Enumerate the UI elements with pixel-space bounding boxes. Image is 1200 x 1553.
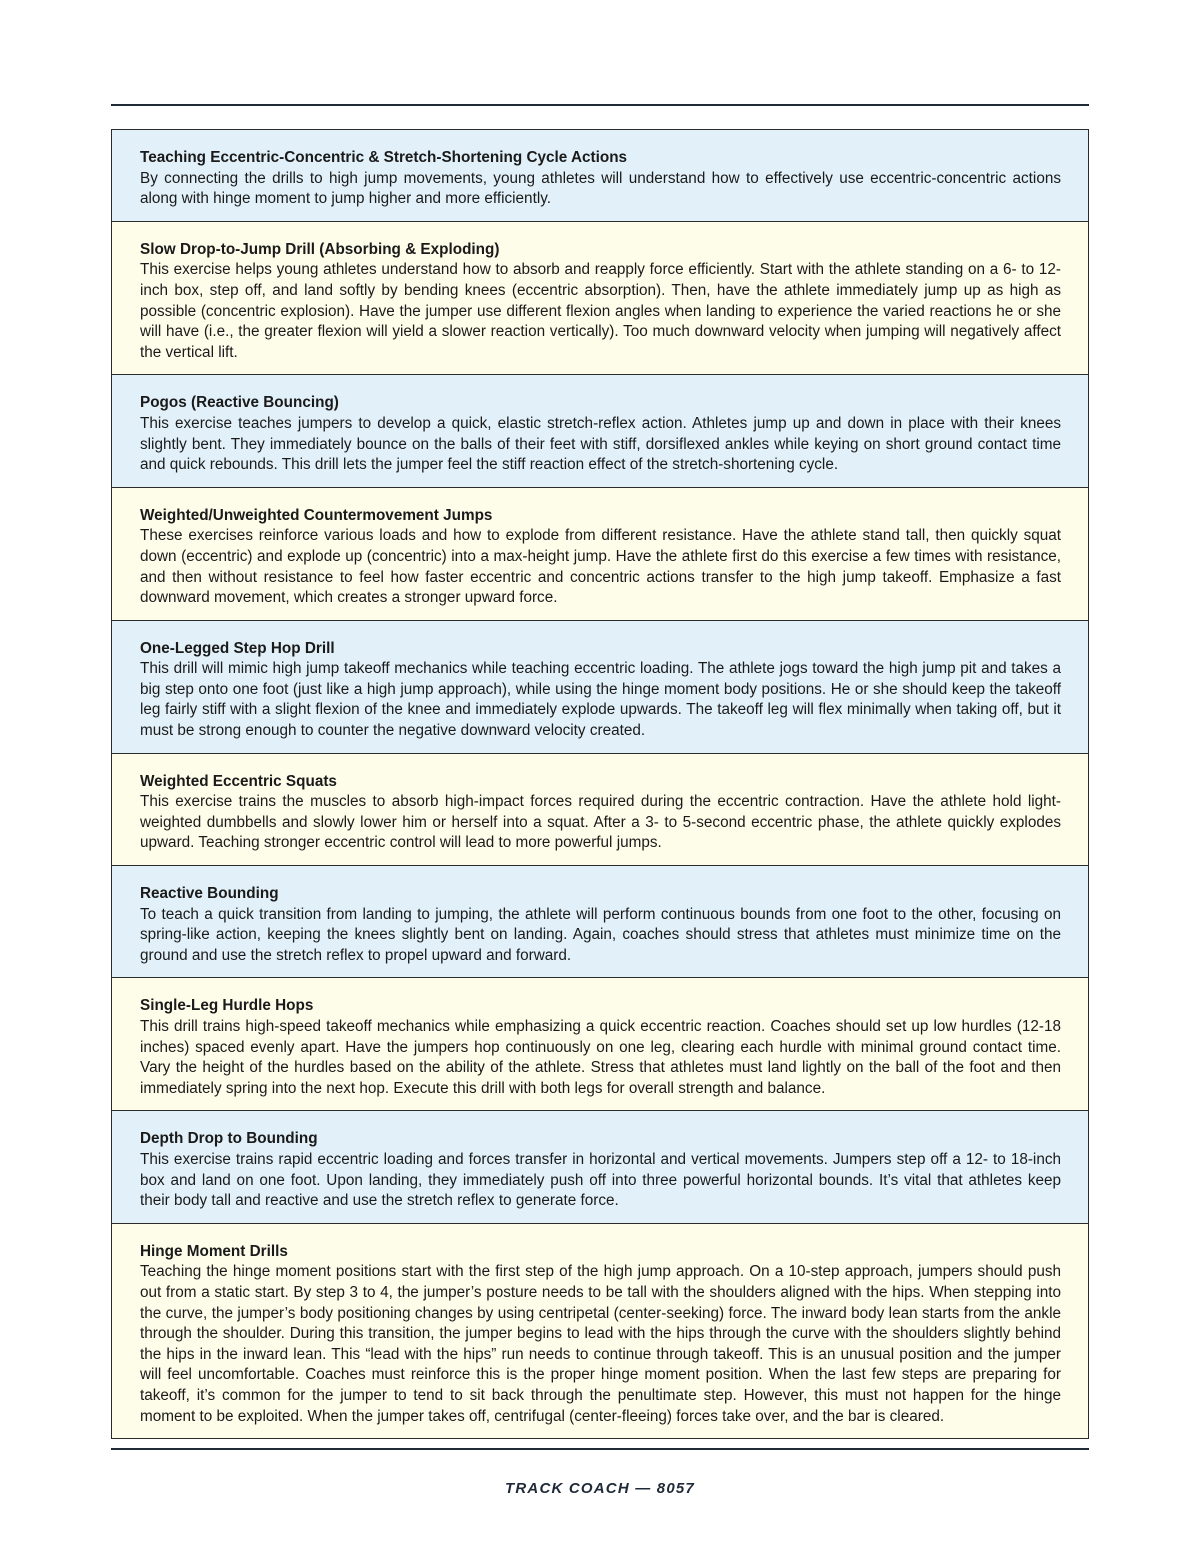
drill-row — [112, 222, 1088, 376]
drill-row — [112, 754, 1088, 866]
drill-row — [112, 1224, 1088, 1438]
drill-title: Depth Drop to Bounding — [140, 1130, 318, 1148]
drill-description: This exercise trains rapid eccentric loading and forces transfer in horizontal and vertical movements. Jumpers step off a 12- to 18-inch box and land on one foot. Upon landing, they immediately push off into three powerful horizontal bounds. It’s vital that athletes keep their body tall and reactive and use the stretch reflex to generate force. — [140, 1150, 1061, 1210]
drill-title: Slow Drop-to-Jump Drill (Absorbing & Exploding) — [140, 240, 500, 258]
drill-description: To teach a quick transition from landing to jumping, the athlete will perform continuous bounds from one foot to the other, focusing on spring-like action, keeping the knees slightly bent on landing. Again, coaches should stress that athletes must minimize time on the ground and use the stretch reflex to propel upward and forward. — [140, 905, 1061, 964]
drill-description: This exercise teaches jumpers to develop a quick, elastic stretch-reflex action. Athletes jump up and down in place with their knees slightly bent. They immediately bounce on the balls of their feet with stiff, dorsiflexed ankles while keying on short ground contact time and quick rebounds. This drill lets the jumper feel the stiff reaction effect of the stretch-shortening cycle. — [140, 414, 1061, 474]
drill-title: Pogos (Reactive Bouncing) — [140, 394, 339, 412]
drill-description: By connecting the drills to high jump movements, young athletes will understand how to effectively use eccentric-concentric actions along with hinge moment to jump higher and more efficiently. — [140, 169, 1061, 208]
top-rule — [111, 104, 1089, 106]
drill-row — [112, 866, 1088, 978]
drill-title: Hinge Moment Drills — [140, 1242, 288, 1260]
drill-row — [112, 375, 1088, 487]
drill-description: Teaching the hinge moment positions start with the first step of the high jump approach. On a 10-step approach, jumpers should push out from a static start. By step 3 to 4, the jumper’s posture needs to be tall with the shoulders aligned with the hips. When stepping into the curve, the jumper’s body positioning changes by using centripetal (center-seeking) force. The inward body lean starts from the ankle through the shoulder. During this transition, the jumper begins to lead with the hips through the curve with the shoulders slightly behind the hips in the inward lean. This “lead with the hips” run needs to continue through takeoff. This is an unusual position and the jumper will feel uncomfortable. Coaches must reinforce this is the proper hinge moment position. When the last few steps are preparing for takeoff, it’s common for the jumper to tend to sit back through the penultimate step. However, this must not happen for the hinge moment to be exploited. When the jumper takes off, centrifugal (center-fleeing) forces take over, and the bar is cleared. — [140, 1263, 1061, 1425]
bottom-rule — [111, 1448, 1089, 1450]
drill-row — [112, 488, 1088, 621]
drill-description: This exercise helps young athletes understand how to absorb and reapply force efficiently. Start with the athlete standing on a 6- to 12-inch box, step off, and land softly by bending knees (eccentric absorption). Then, have the athlete immediately jump up as high as possible (concentric explosion). Have the jumper use different flexion angles when landing to experience the varied reactions he or she will have (i.e., the greater flexion will yield a slower reaction vertically). Too much downward velocity when jumping will negatively affect the vertical lift. — [140, 261, 1061, 361]
drill-title: Single-Leg Hurdle Hops — [140, 997, 314, 1015]
drill-title: Teaching Eccentric-Concentric & Stretch-Shortening Cycle Actions — [140, 149, 628, 166]
drill-row — [112, 1111, 1088, 1223]
drill-description: These exercises reinforce various loads and how to explode from different resistance. Have the athlete stand tall, then quickly squat down (eccentric) and explode up (concentric) into a max-height jump. Have the athlete first do this exercise a few times with resistance, and then without resistance to feel how faster eccentric and concentric actions transfer to the high jump takeoff. Emphasize a fast downward movement, which creates a stronger upward force. — [140, 527, 1061, 607]
page-footer: TRACK COACH — 8057 — [505, 1480, 695, 1497]
drill-description: This drill will mimic high jump takeoff mechanics while teaching eccentric loading. The athlete jogs toward the high jump pit and takes a big step onto one foot (just like a high jump approach), while using the hinge moment body positions. He or she should keep the takeoff leg fairly stiff with a slight flexion of the knee and immediately explode upwards. The takeoff leg will flex minimally when taking off, but it must be strong enough to counter the negative downward velocity created. — [140, 660, 1061, 740]
drill-title: Weighted Eccentric Squats — [140, 772, 337, 790]
drill-title: Reactive Bounding — [140, 885, 279, 903]
drill-description: This drill trains high-speed takeoff mechanics while emphasizing a quick eccentric reaction. Coaches should set up low hurdles (12-18 inches) spaced evenly apart. Have the jumpers hop continuously on one leg, clearing each hurdle with minimal ground contact time. Vary the height of the hurdles based on the ability of the athlete. Stress that athletes must land lightly on the ball of the foot and then immediately spring into the next hop. Execute this drill with both legs for overall strength and balance. — [140, 1018, 1061, 1097]
drill-description: This exercise trains the muscles to absorb high-impact forces required during the eccentric contraction. Have the athlete hold light-weighted dumbbells and slowly lower him or herself into a squat. After a 3- to 5-second eccentric phase, the athlete quickly explodes upward. Teaching stronger eccentric control will lead to more powerful jumps. — [140, 793, 1061, 852]
drill-title: Weighted/Unweighted Countermovement Jumps — [140, 506, 493, 524]
drill-table — [111, 129, 1089, 1439]
drill-row — [112, 621, 1088, 754]
drill-row — [112, 130, 1088, 222]
drill-title: One-Legged Step Hop Drill — [140, 639, 335, 657]
drill-row — [112, 978, 1088, 1111]
